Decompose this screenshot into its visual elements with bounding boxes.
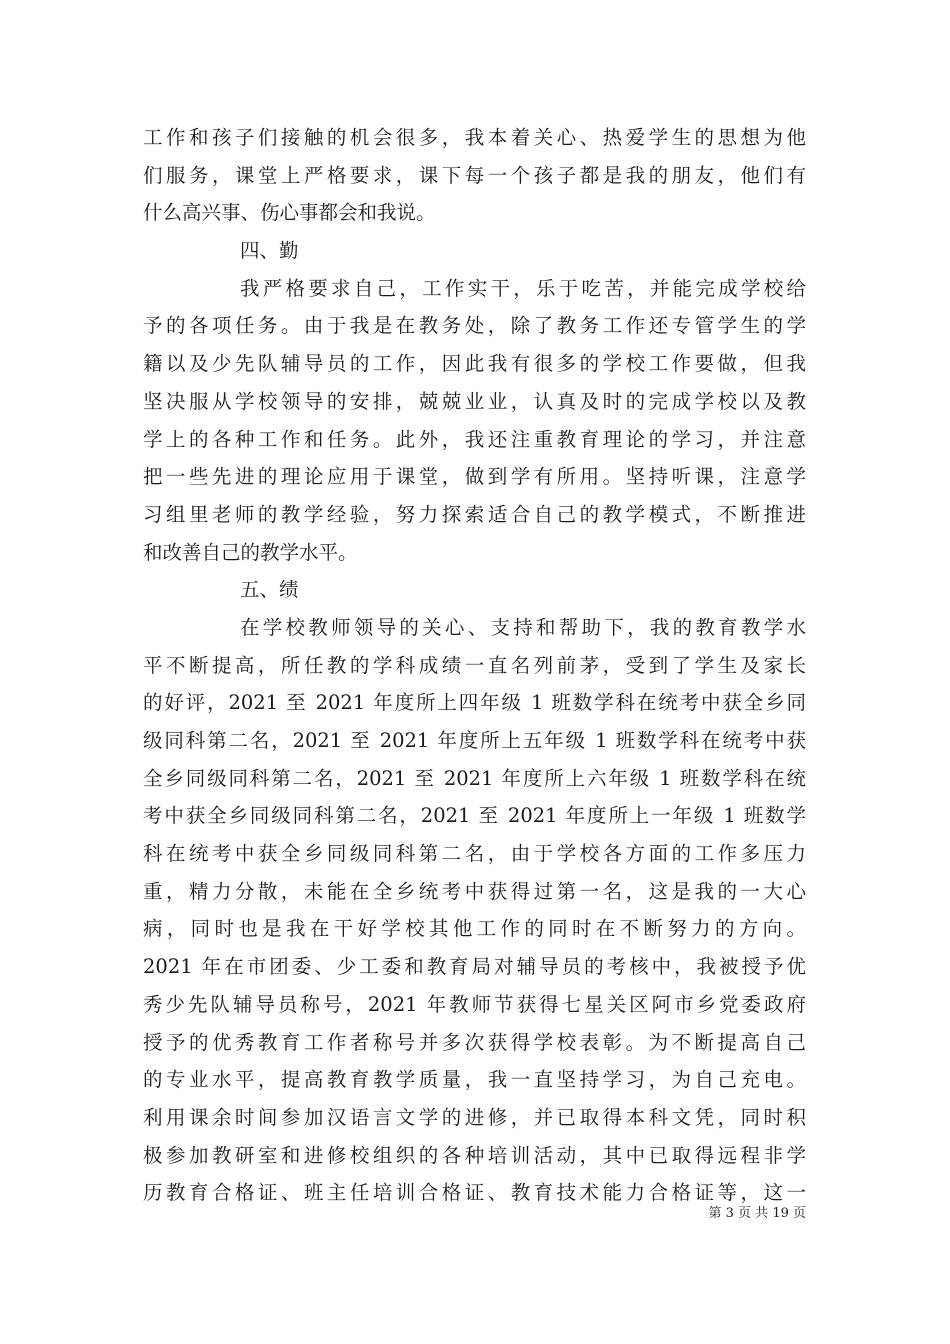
text-line: 们服务，课堂上严格要求，课下每一个孩子都是我的朋友，他们有 <box>143 163 806 187</box>
section-heading: 五、绩 <box>240 578 299 602</box>
section-heading: 四、勤 <box>240 239 299 263</box>
text-line: 利用课余时间参加汉语言文学的进修，并已取得本科文凭，同时积 <box>143 1105 806 1129</box>
text-line: 我严格要求自己，工作实干，乐于吃苦，并能完成学校给 <box>240 276 806 300</box>
text-line: 把一些先进的理论应用于课堂，做到学有所用。坚持听课，注意学 <box>143 465 806 489</box>
text-line: 的好评，2021 至 2021 年度所上四年级 1 班数学科在统考中获全乡同 <box>143 691 806 715</box>
text-line: 予的各项任务。由于我是在教务处，除了教务工作还专管学生的学 <box>143 314 806 338</box>
text-line: 科在统考中获全乡同级同科第二名，由于学校各方面的工作多压力 <box>143 842 806 866</box>
text-line: 在学校教师领导的关心、支持和帮助下，我的教育教学水 <box>240 615 806 639</box>
text-line: 习组里老师的教学经验，努力探索适合自己的教学模式，不断推进 <box>143 502 806 526</box>
text-line: 级同科第二名，2021 至 2021 年度所上五年级 1 班数学科在统考中获 <box>143 729 806 752</box>
text-line: 重，精力分散，未能在全乡统考中获得过第一名，这是我的一大心 <box>143 879 806 903</box>
text-line: 考中获全乡同级同科第二名，2021 至 2021 年度所上一年级 1 班数学 <box>143 804 806 828</box>
text-line: 学上的各种工作和任务。此外，我还注重教育理论的学习，并注意 <box>143 427 806 451</box>
text-line: 秀少先队辅导员称号，2021 年教师节获得七星关区阿市乡党委政府 <box>143 992 806 1016</box>
text-line: 的专业水平，提高教育教学质量，我一直坚持学习，为自己充电。 <box>143 1068 806 1092</box>
text-line: 病，同时也是我在干好学校其他工作的同时在不断努力的方向。 <box>143 917 806 941</box>
text-line: 什么高兴事、伤心事都会和我说。 <box>143 201 436 225</box>
page-footer: 第 3 页 共 19 页 <box>708 1206 806 1221</box>
text-line: 授予的优秀教育工作者称号并多次获得学校表彰。为不断提高自己 <box>143 1030 806 1054</box>
document-body <box>143 119 806 1212</box>
text-line: 全乡同级同科第二名，2021 至 2021 年度所上六年级 1 班数学科在统 <box>143 766 806 790</box>
text-line: 历教育合格证、班主任培训合格证、教育技术能力合格证等，这一 <box>143 1181 806 1205</box>
text-line: 2021 年在市团委、少工委和教育局对辅导员的考核中，我被授予优 <box>143 955 806 979</box>
text-line: 坚决服从学校领导的安排，兢兢业业，认真及时的完成学校以及教 <box>143 389 806 413</box>
text-line: 和改善自己的教学水平。 <box>143 540 358 564</box>
text-line: 极参加教研室和进修校组织的各种培训活动，其中已取得远程非学 <box>143 1143 806 1167</box>
text-line: 籍以及少先队辅导员的工作，因此我有很多的学校工作要做，但我 <box>143 352 806 376</box>
text-line: 平不断提高，所任教的学科成绩一直名列前茅，受到了学生及家长 <box>143 653 806 677</box>
text-line: 工作和孩子们接触的机会很多，我本着关心、热爱学生的思想为他 <box>143 126 806 149</box>
